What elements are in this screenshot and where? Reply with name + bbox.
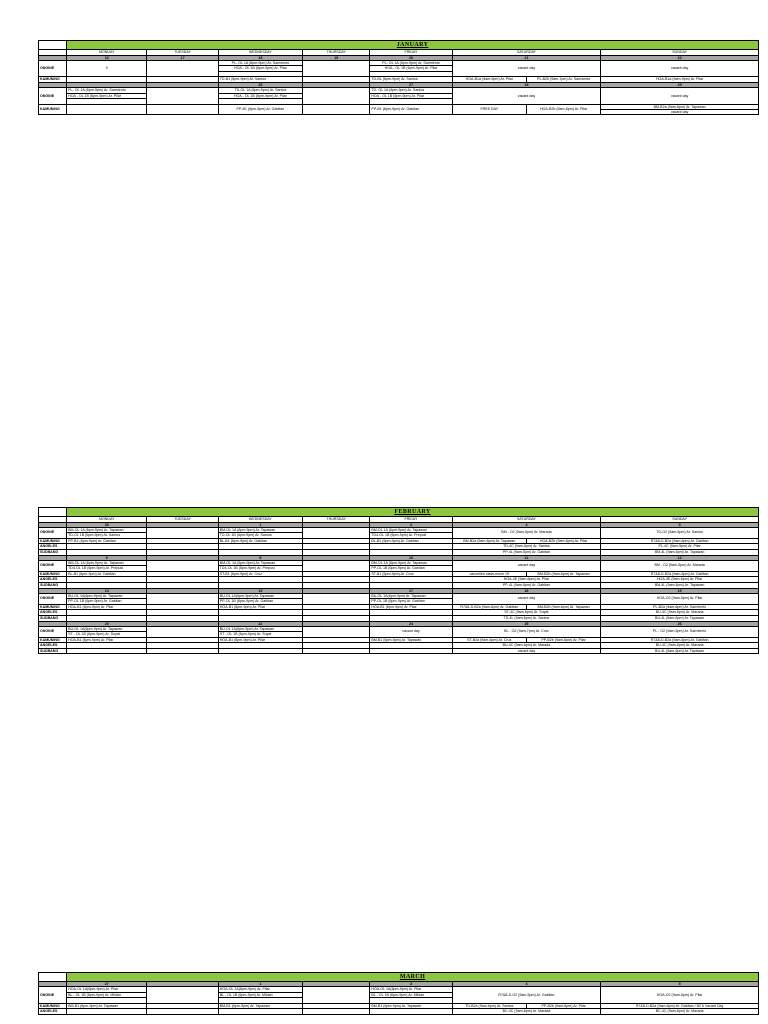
table-row: TD4-OL 1B (6pm-9pm) Ar. Prepusi TD4-OL 1B (6pm-9pm) Ar. Prepusi PP-OL 1B (6pm-9pm) Ar. Gabitan: [39, 566, 759, 572]
table-row: SUDBANG PP-4L (9am-5pm) Ar. Gabitan BM-4L (9am-6pm) Ar. Tapawan: [39, 549, 759, 555]
branch-label: KAMUNING: [39, 637, 67, 643]
january-schedule: [38, 40, 759, 115]
corner-cell: [39, 41, 67, 50]
march-schedule: [38, 972, 759, 1015]
day-header: SUNDAY: [601, 50, 759, 56]
table-row: KAMUNING BM-B1 (6pm-9pm) Ar. Tapawan BM-B1 (6pm-9pm) Ar. Tapawan BM-B1 (6pm-9pm) Ar. Tapawan TD-B2a (9am-6pm) Ar. Santos PP-B2b (9am-6pm) Ar. Pilar R7&8-D-B2a (9am-6pm) Ar. Gabitan / B2 b Vacant Day: [39, 1003, 759, 1009]
branch-label: KAMUNING: [39, 1003, 67, 1009]
month-title: JANUARY: [67, 41, 759, 50]
table-row: ANGELES BC-4C (9am-6pm) Ar. Marada BC-4C (9am-6pm) Ar. Marada: [39, 1009, 759, 1015]
table-row: ANGELES ST-4C (9am-6pm) Ar. Suyat BU-4C (9am-6pm) Ar. Marada: [39, 610, 759, 616]
branch-label: ONGINE: [39, 987, 67, 1004]
day-header: WEDNESDAY: [218, 50, 302, 56]
branch-label: KAMUNING: [39, 571, 67, 577]
february-table: [38, 507, 759, 654]
branch-label: KAMUNING: [39, 104, 67, 115]
month-title: MARCH: [67, 973, 759, 982]
branch-label: ONGINE: [39, 527, 67, 538]
day-header: MONDAY: [67, 50, 147, 56]
table-row: PP-OL 1B (6pm-9pm) Ar. Gabitan PP-OL 1B (6pm-9pm) Ar. Gabitan PP-OL 1B (6pm-9pm) Ar. Gabitan: [39, 599, 759, 605]
table-row: ANGELES TD-4C (9am-6pm) Ar. Santos PL-4C (9am-5pm) Ar. Pilar: [39, 544, 759, 550]
branch-label: ONGINE: [39, 560, 67, 571]
table-row: TD-OL 1B (6pm-9pm) Ar. Santos TD-OL 1B (6pm-9pm) Ar. Santos TD4-OL 1B (6pm-9pm) Ar. Prepusi: [39, 533, 759, 539]
table-row: SUDBANG PP-4L (9am-6pm) Ar. Gabitan BM-4L (9am-6pm) Ar. Tapawan: [39, 582, 759, 588]
branch-label: SUDBANG: [39, 582, 67, 588]
table-row: KAMUNING HOA-B1 (6pm-9pm) Ar. Pilar HOA-B1 (6pm-9pm) Ar. Pilar BM-B1 (6pm-9pm) Ar. Tapawan ST-B2a (9am-6pm) Ar. Cruz PP-B2b (9am-6pm) Ar. Pilar R7&8-D-B2a (9am-6pm) Ar. Gabitan: [39, 637, 759, 643]
table-row: KAMUNING PP-B1 (6pm-9pm) Ar. Gabitan PP-B1 (6pm-9pm) Ar. Gabitan FREE DAY HOA-B2b (9am-6pm) Ar. Pilar BM-B2a (9am-6pm) Ar. Tapawan vacant day: [39, 104, 759, 115]
branch-label: ANGELES: [39, 643, 67, 649]
table-row: HOA - OL 1B (6pm-9pm) Ar. Pilar HOA - OL 1B (6pm-9pm) Ar. Pilar HOA - OL 1B (6pm-9pm) Ar. Pilar: [39, 93, 759, 99]
table-row: SUDBANG TD-4L (9am-6pm) Ar. Santos BU-4L (9am-6pm) Ar. Tapawan: [39, 615, 759, 621]
day-header: TUESDAY: [147, 517, 218, 523]
table-row: ONGINE BU-OL 1A(6pm-9pm) Ar. Tapawan BU-OL 1A(6pm-9pm) Ar. Tapawan BU-OL 1A(6pm-9pm) Ar. Tapawan vacant day HOA-O2 (9am-5pm) Ar. Pilar: [39, 593, 759, 599]
table-row: ONGINE BM-OL 1A (6pm-9pm) Ar. Tapawan BM-OL 1A (6pm-9pm) Ar. Tapawan BM-OL 1A (6pm-9pm) Ar. Tapawan vacant day BM - O2 (9am-5pm) Ar. Marada: [39, 560, 759, 566]
day-header: FRIDAY: [370, 517, 452, 523]
day-header: FRIDAY: [370, 50, 452, 56]
table-row: KAMUNING HOA-B1 (6pm-9pm) Ar. Pilar HOA-B1 (6pm-9pm) Ar. Pilar HOA-B1 (6pm-9pm) Ar. Pilar R7&8-D-B2a (9am-6pm) Ar. Gabitan BM-B2b (9am-6pm) Ar. Tapawan PL-B2a (9am-6pm) Ar. Sarmiento: [39, 604, 759, 610]
table-row: KAMUNING TD-B1 (6pm-9pm) Ar. Santos TD-B1 (6pm-9pm) Ar. Santos HOA-B1a (9am-9pm) Ar. Pilar PL-B2b (9am-7pm) Ar. Sarmiento HOA-B1a (9am-9pm) Ar. Pilar: [39, 77, 759, 83]
week-number-row: 16 17 18 19 20 21 22: [39, 55, 759, 60]
week-number-row: 20 22 24 25 26: [39, 621, 759, 626]
branch-label: KAMUNING: [39, 538, 67, 544]
day-header: THURSDAY: [303, 50, 370, 56]
january-table: [38, 40, 759, 115]
table-row: ONGINE BU-OL 1A(6pm-9pm) Ar. Tapawan BU-OL 1A(6pm-9pm) Ar. Tapawan vacant day BL - O2 (9am-7pm) Ar. Cruz PL - O2 (9am-5pm) Ar. Sarmiento: [39, 626, 759, 632]
branch-label: SUDBANG: [39, 648, 67, 654]
table-row: HOA - OL 1B (6pm-9pm) Ar. Pilar HOA - OL 1B (6pm-9pm) Ar. Pilar: [39, 66, 759, 72]
table-row: ANGELES BU-4C (9am-6pm) Ar. Marada BU-4C (9am-6pm) Ar. Marada: [39, 643, 759, 649]
table-row: BL - OL 1B (6pm-9pm) Ar. Mildan BL - OL 1B (6pm-9pm) Ar. Mildan BL - OL 1B (6pm-9pm) Ar. Mildan: [39, 992, 759, 998]
branch-label: ANGELES: [39, 577, 67, 583]
march-table: [38, 972, 759, 1015]
week-number-row: 25 27 28 29: [39, 82, 759, 87]
branch-label: ANGELES: [39, 1009, 67, 1015]
week-number-row: 13 15 17 18 19: [39, 588, 759, 593]
branch-label: SUDBANG: [39, 615, 67, 621]
week-number-row: 30 1 3 4 5: [39, 522, 759, 527]
table-row: KAMUNING BL-B1 (6pm-9pm) Ar. Gabitan ST-B1 (6pm-9pm) Ar. Cruz ST-B1 (6pm-9pm) Ar. Cruz cancelled class-move 19 BM-B2b (9am-6pm) Ar. Tapawan R7&8-D-B2a (9am-6pm) Ar. Gabitan: [39, 571, 759, 577]
branch-label: ANGELES: [39, 544, 67, 550]
table-row: ANGELES HOA-4E (9am-6pm) Ar. Pilar HOA-4E (9am-6pm) Ar. Pilar: [39, 577, 759, 583]
table-row: ONGINE 0 PL- OL 1A (6pm-9pm) Ar. Sarmiento PL- OL 1A (6pm-9pm) Ar. Sarmiento vacant day vacant day: [39, 60, 759, 66]
week-number-row: 6 8 10 11 12: [39, 555, 759, 560]
branch-label: SUDBANG: [39, 549, 67, 555]
month-title: FEBRUARY: [67, 508, 759, 517]
day-header: THURSDAY: [303, 517, 370, 523]
branch-label: KAMUNING: [39, 77, 67, 83]
day-header: SATURDAY: [452, 517, 601, 523]
table-row: ONGINE HOA-OL 1A(6pm-9pm) Ar. Pilar HOA-OL 1A(6pm-9pm) Ar. Pilar HOA-OL 1A(6pm-9pm) Ar. Pilar R7&8-D-O2 (9am-5pm) Ar. Gabitan HOA-O2 (9am-5pm) Ar. Pilar: [39, 987, 759, 993]
day-header: TUESDAY: [147, 50, 218, 56]
branch-label: ONGINE: [39, 60, 67, 77]
table-row: ONGINE PL- OL 1A (6pm-9pm) Ar. Sarmiento TD-OL 1A (6pm-9pm) Ar. Santos TD- OL 1A (6pm-9pm) Ar. Santos vacant day vacant day: [39, 87, 759, 93]
february-schedule: [38, 507, 759, 654]
day-header: MONDAY: [67, 517, 147, 523]
day-header: SUNDAY: [601, 517, 759, 523]
day-header: SATURDAY: [452, 50, 601, 56]
week-number-row: 27 1 3 4 5: [39, 982, 759, 987]
table-row: KAMUNING PP-B1 (6pm-9pm) Ar. Gabitan BL-B1 (6pm-9pm) Ar. Gabitan BL-B1 (6pm-9pm) Ar. Gabitan BM-B2a (9am-6pm) Ar. Tapawan HOA-B2b (9am-5pm) Ar. Pilar R7&8-D-B2a (9am-6pm) Ar. Gabitan: [39, 538, 759, 544]
day-header: WEDNESDAY: [218, 517, 302, 523]
branch-label: ONGINE: [39, 593, 67, 604]
branch-label: ONGINE: [39, 87, 67, 104]
branch-label: ANGELES: [39, 610, 67, 616]
table-row: SUDBANG vacant day BU-4L (9am-6pm) Ar. Tapawan: [39, 648, 759, 654]
branch-label: ONGINE: [39, 626, 67, 637]
table-row: ONGINE BM-OL 1A (6pm-9pm) Ar. Tapawan BM-OL 1A (6pm-9pm) Ar. Tapawan BM-OL 1A (6pm-9pm) Ar. Tapawan BM - O2 (9am-5pm) Ar. Marada TD-O2 (9am-5pm) Ar. Santos: [39, 527, 759, 533]
table-row: ST - OL 1B (6pm-9pm) Ar. Suyat ST - OL 1B (6pm-9pm) Ar. Suyat: [39, 632, 759, 638]
branch-label: KAMUNING: [39, 604, 67, 610]
